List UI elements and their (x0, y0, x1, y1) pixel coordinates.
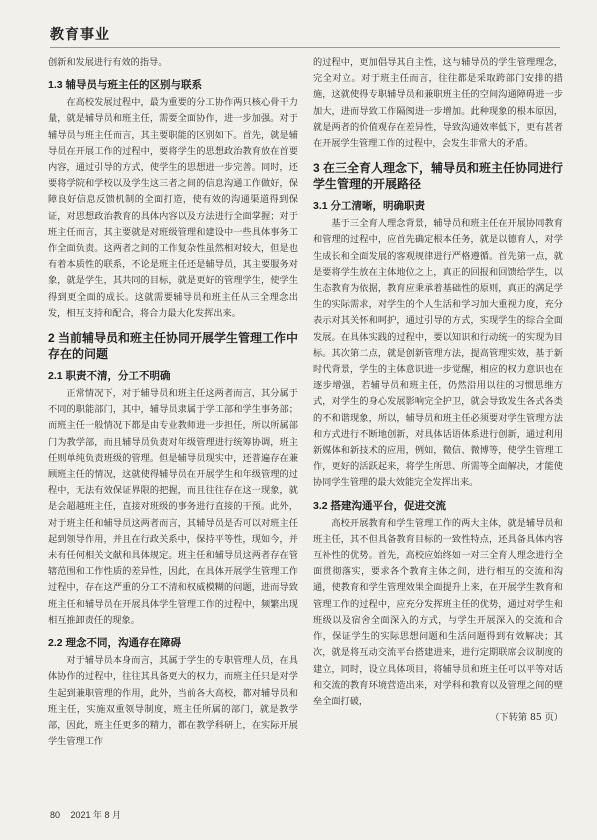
left-column (48, 55, 298, 750)
continued-on-note: （下转第 85 页） (490, 712, 563, 724)
heading-section-3: 3 在三全育人理念下，辅导员和班主任协同进行学生管理的开展路径 (313, 161, 564, 192)
heading-3-1: 3.1 分工清晰，明确职责 (313, 200, 426, 213)
right-column (313, 55, 563, 726)
paragraph-1-3: 在高校发展过程中，最为重要的分工协作两只核心骨干力量，就是辅导员和班主任，需要全面协作，进一步加强。对于辅导员与班主任而言，其主要职能的区别如下。首先，就是辅导员在开展工作的过程中，要将学生的思想政治教育放在首要内容，通过引导的方式，使学生的思想进一步完善。同时，还要将学院和学校以及学生这三者之间的信息沟通工作做好，保障良好信息反馈机制的全面打造，使有效的沟通渠道得到保证，对思想政治教育的具体内容以及方法进行全面掌握；对于班主任而言，其主要就是对班级管理和建设中一些具体事务工作全面负责。这两者之间的工作复杂性虽然相对较大，但是也有着本质性的联系，不论是班主任还是辅导员，其主要服务对象，就是学生，其共同的目标，就是更好的管理学生，使学生得到更全面的成长。这就需要辅导员和班主任从三全理念出发，相互支持和配合，将合力最大化发挥出来。 (48, 97, 298, 319)
page-footer (50, 808, 121, 821)
heading-2-1: 2.1 职责不清，分工不明确 (48, 370, 171, 383)
issue-date: 2021 年 8 月 (70, 810, 122, 820)
paragraph-3-1: 基于三全育人理念背景，辅导员和班主任在开展协同教育和管理的过程中，应首先确定根本任务，就是以德育人，对学生成长和全面发展的客观规律进行严格遵循。首先第一点，就是要将学生放在主体地位之上，真正的回报和回馈给学生，以生态教育为依据，教育应秉承着基础性的原则，真正的满足学生的实际需求，对学生的个人生活和学习加大重视力度，充分表示对其关怀和呵护，通过引导的方式，实现学生的综合全面发展。在具体实践的过程中，要以知识和行动统一的实现为目标。其次第二点，就是创新管理方法，提高管理实效，基于新时代背景，学生的主体意识进一步觉醒，相应的权力意识也在逐步增强，若辅导员和班主任，仍然沿用以往的习惯思维方式，对学生的身心发展影响完全护卫，就会导致发生各式各类的不和谐现象，所以，辅导员和班主任必须要对学生管理方法和方式进行不断地创新，对具体话语体系进行创新，通过利用新媒体和新技术的应用，例如，微信、微博等，使学生管理工作，更好的活跃起来，将学生所思、所需等全面解决，才能使协同学生管理的最大效能完全发挥出来。 (313, 218, 563, 489)
heading-1-3: 1.3 辅导员与班主任的区别与联系 (48, 79, 203, 92)
heading-3-2: 3.2 搭建沟通平台，促进交流 (313, 499, 447, 512)
intro-paragraph: 创新和发展进行有效的指导。 (48, 57, 168, 68)
page-header (50, 24, 550, 44)
header-rule (50, 47, 560, 48)
heading-2-2: 2.2 理念不同，沟通存在障碍 (48, 637, 182, 650)
paragraph-3-2: 高校开展教育和学生管理工作的两大主体，就是辅导员和班主任，其不但具备教育目标的一致性特点，还具备具体内容互补性的优势。首先，高校应始终如一对三全育人理念进行全面贯彻落实，要求各个教育主体之间，进行相互的交流和沟通，使教育和学生管理效果全面提升上来，在开展学生教育和管理工作的过程中，应充分发挥班主任的优势，通过对学生和班级以及宿舍全面深入的方式，与学生开展深入的交流和合作，保证学生的实际思想问题和生活问题得到有效解决；其次，就是将互动交流平台搭建进来，进行定期联席会议制度的建立，同时，设立具体项目，将辅导员和班主任可以平等对话和交流的教育环境营造出来，对学科和教育以及管理之间的壁垒全面打破， (313, 517, 563, 707)
paragraph-2-2: 对于辅导员本身而言，其属于学生的专职管理人员，在具体协作的过程中，往往其具备更大的权力，而班主任只是对学生起到兼职管理的作用，此外，当前各大高校，都对辅导员和班主任，实施双重领导制度，班主任所属的部门，就是教学部，因此，班主任更多的精力，都在教学科研上，在实际开展学生管理工作 (48, 655, 298, 748)
paragraph-2-1: 正常情况下，对于辅导员和班主任这两者而言，其分属于不同的职能部门，其中，辅导员隶属于学工部和学生事务部；而班主任一般情况下都是由专业教师进一步担任，所以所属部门为教学部，而且辅导员负责对年级管理进行统筹协调，班主任则单纯负责班级的管理。但是辅导员现实中，还普遍存在兼顾班主任的情况，这就使得辅导员在开展学生和年级管理的过程中，无法有效保证界限的把握，而且往往存在这一现象，就是会超越班主任，直接对班级的事务进行直接的干预。此外，对于班主任和辅导员这两者而言，其辅导员是否可以对班主任起到领导作用，并且在行政关系中，保持平等性，现如今，并未有任何相关文献和具体规定。班主任和辅导员这两者存在管辖范围和工作性质的差异性，因此，在具体开展学生管理工作过程中，存在这严重的分工不清和权威模糊的问题，进而导致班主任和辅导员在开展具体学生管理工作的过程中，频繁出现相互推卸责任的现象。 (48, 388, 298, 626)
heading-section-2: 2 当前辅导员和班主任协同开展学生管理工作中存在的问题 (48, 331, 299, 362)
continued-paragraph-2-2: 的过程中，更加倡导其自主性，这与辅导员的学生管理理念，完全对立。对于班主任而言，往往都是采取跨部门安排的措施，这就使得专职辅导员和兼职班主任的空间沟通障碍进一步加大，进而导致工作隔阂进一步增加。此种现象的根本原因，就是两者的价值观存在差异性，导致沟通效率低下，更有甚者在开展学生管理工作的过程中，会发生非常大的矛盾。 (313, 57, 563, 150)
page-number: 80 (50, 810, 61, 820)
journal-section-label: 教育事业 (50, 26, 110, 42)
